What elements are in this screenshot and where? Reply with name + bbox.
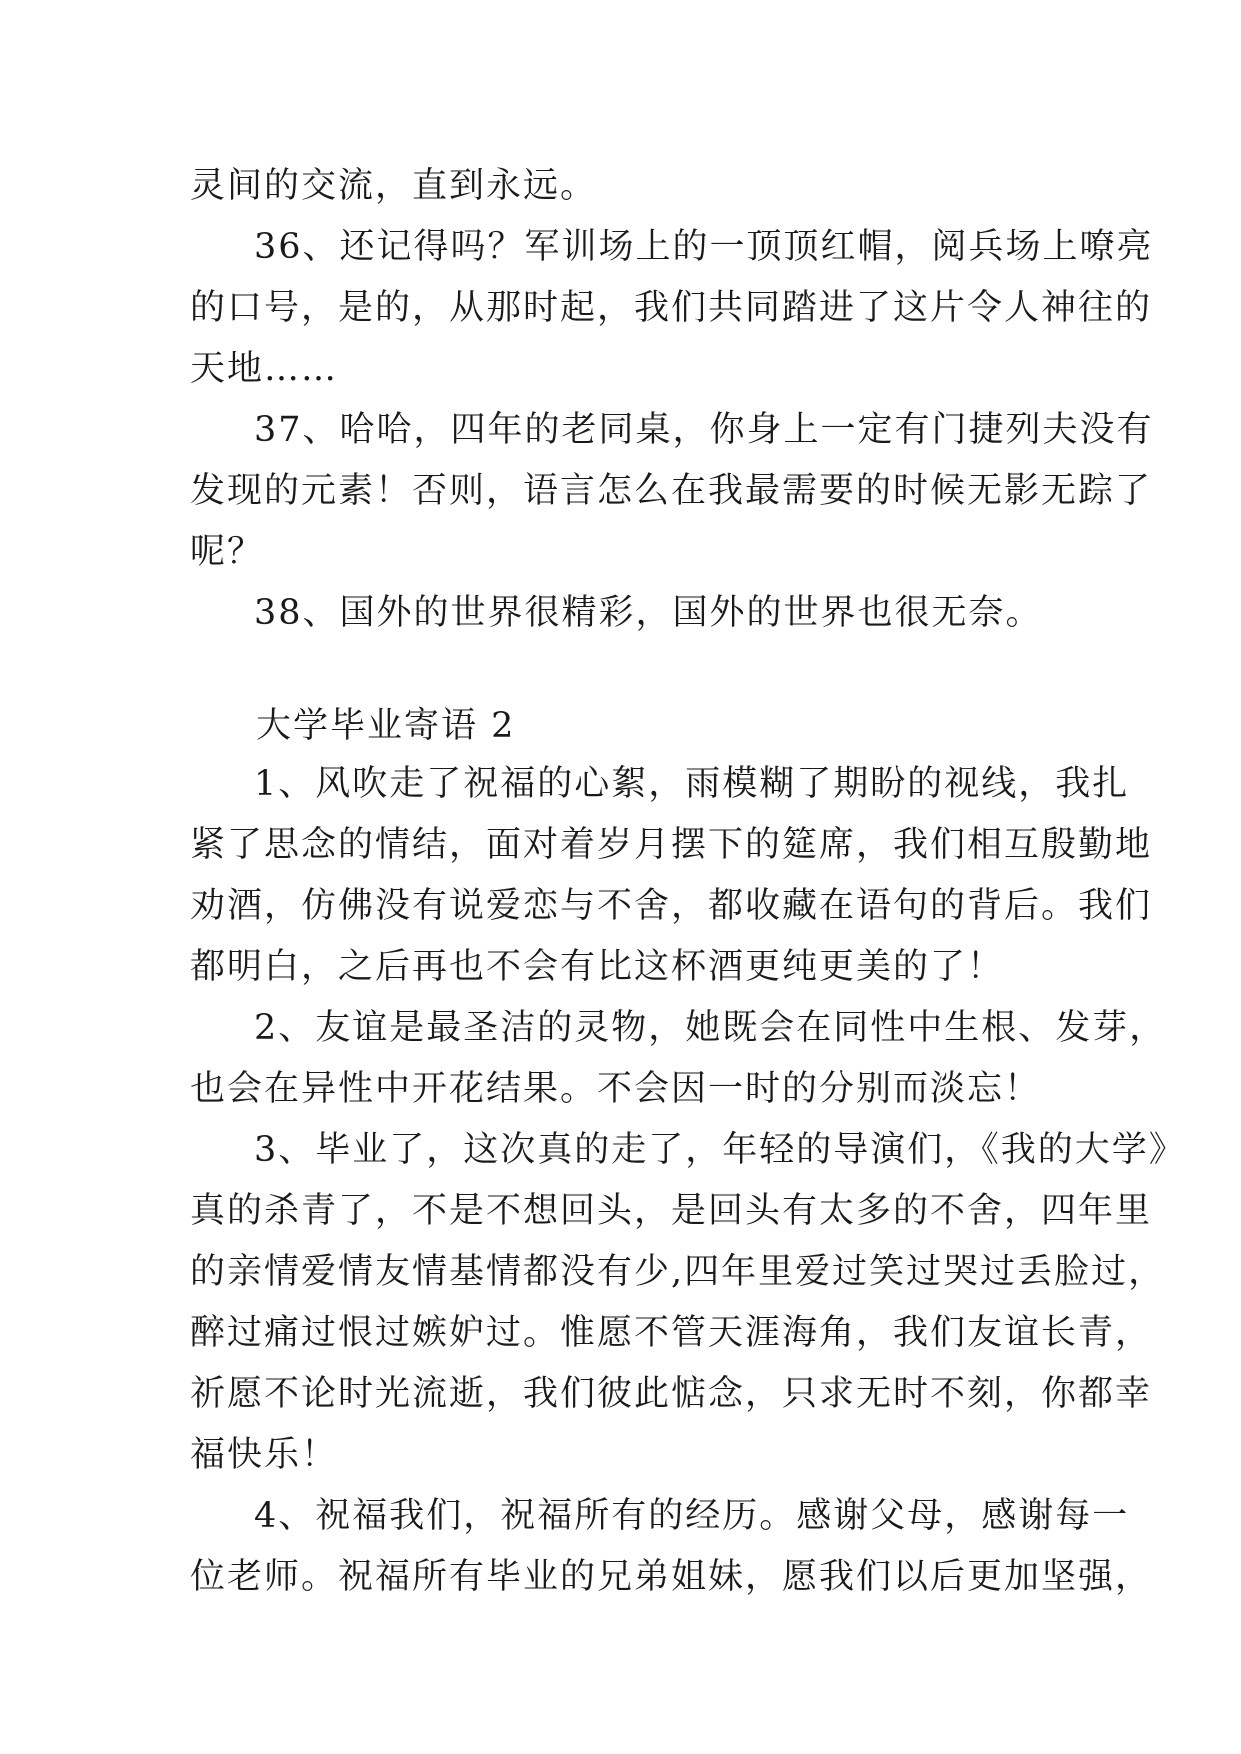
paragraph-line: 真的杀青了，不是不想回头，是回头有太多的不舍，四年里 [190, 1191, 1153, 1231]
paragraph-line: 天地…… [190, 349, 339, 389]
paragraph-line: 祈愿不论时光流逝，我们彼此惦念，只求无时不刻，你都幸 [190, 1374, 1153, 1414]
paragraph-line: 36、还记得吗？军训场上的一顶顶红帽，阅兵场上嘹亮 [254, 227, 1154, 267]
paragraph-line: 劝酒，仿佛没有说爱恋与不舍，都收藏在语句的背后。我们 [190, 886, 1153, 926]
paragraph-line: 呢？ [190, 532, 265, 572]
paragraph-line: 37、哈哈，四年的老同桌，你身上一定有门捷列夫没有 [254, 410, 1154, 450]
paragraph-line: 灵间的交流，直到永远。 [190, 166, 598, 206]
paragraph-line: 紧了思念的情结，面对着岁月摆下的筵席，我们相互殷勤地 [190, 825, 1153, 865]
paragraph-line: 的亲情爱情友情基情都没有少,四年里爱过笑过哭过丢脸过， [190, 1252, 1166, 1292]
paragraph-line: 38、国外的世界很精彩，国外的世界也很无奈。 [254, 593, 1043, 633]
section-heading: 大学毕业寄语 2 [256, 706, 516, 746]
paragraph-line: 也会在异性中开花结果。不会因一时的分别而淡忘！ [190, 1069, 1042, 1109]
paragraph-line: 1、风吹走了祝福的心絮，雨模糊了期盼的视线，我扎 [254, 764, 1130, 804]
paragraph-line: 都明白，之后再也不会有比这杯酒更纯更美的了！ [190, 947, 1005, 987]
paragraph-line: 位老师。祝福所有毕业的兄弟姐妹，愿我们以后更加坚强， [190, 1557, 1153, 1597]
paragraph-line: 4、祝福我们，祝福所有的经历。感谢父母，感谢每一 [254, 1496, 1130, 1536]
paragraph-line: 醉过痛过恨过嫉妒过。惟愿不管天涯海角，我们友谊长青， [190, 1313, 1153, 1353]
paragraph-line: 的口号，是的，从那时起，我们共同踏进了这片令人神往的 [190, 288, 1153, 328]
paragraph-line: 发现的元素！否则，语言怎么在我最需要的时候无影无踪了 [190, 471, 1153, 511]
paragraph-line: 2、友谊是最圣洁的灵物，她既会在同性中生根、发芽， [254, 1008, 1167, 1048]
paragraph-line: 福快乐！ [190, 1435, 339, 1475]
paragraph-line: 3、毕业了，这次真的走了，年轻的导演们，《我的大学》 [254, 1130, 1186, 1170]
